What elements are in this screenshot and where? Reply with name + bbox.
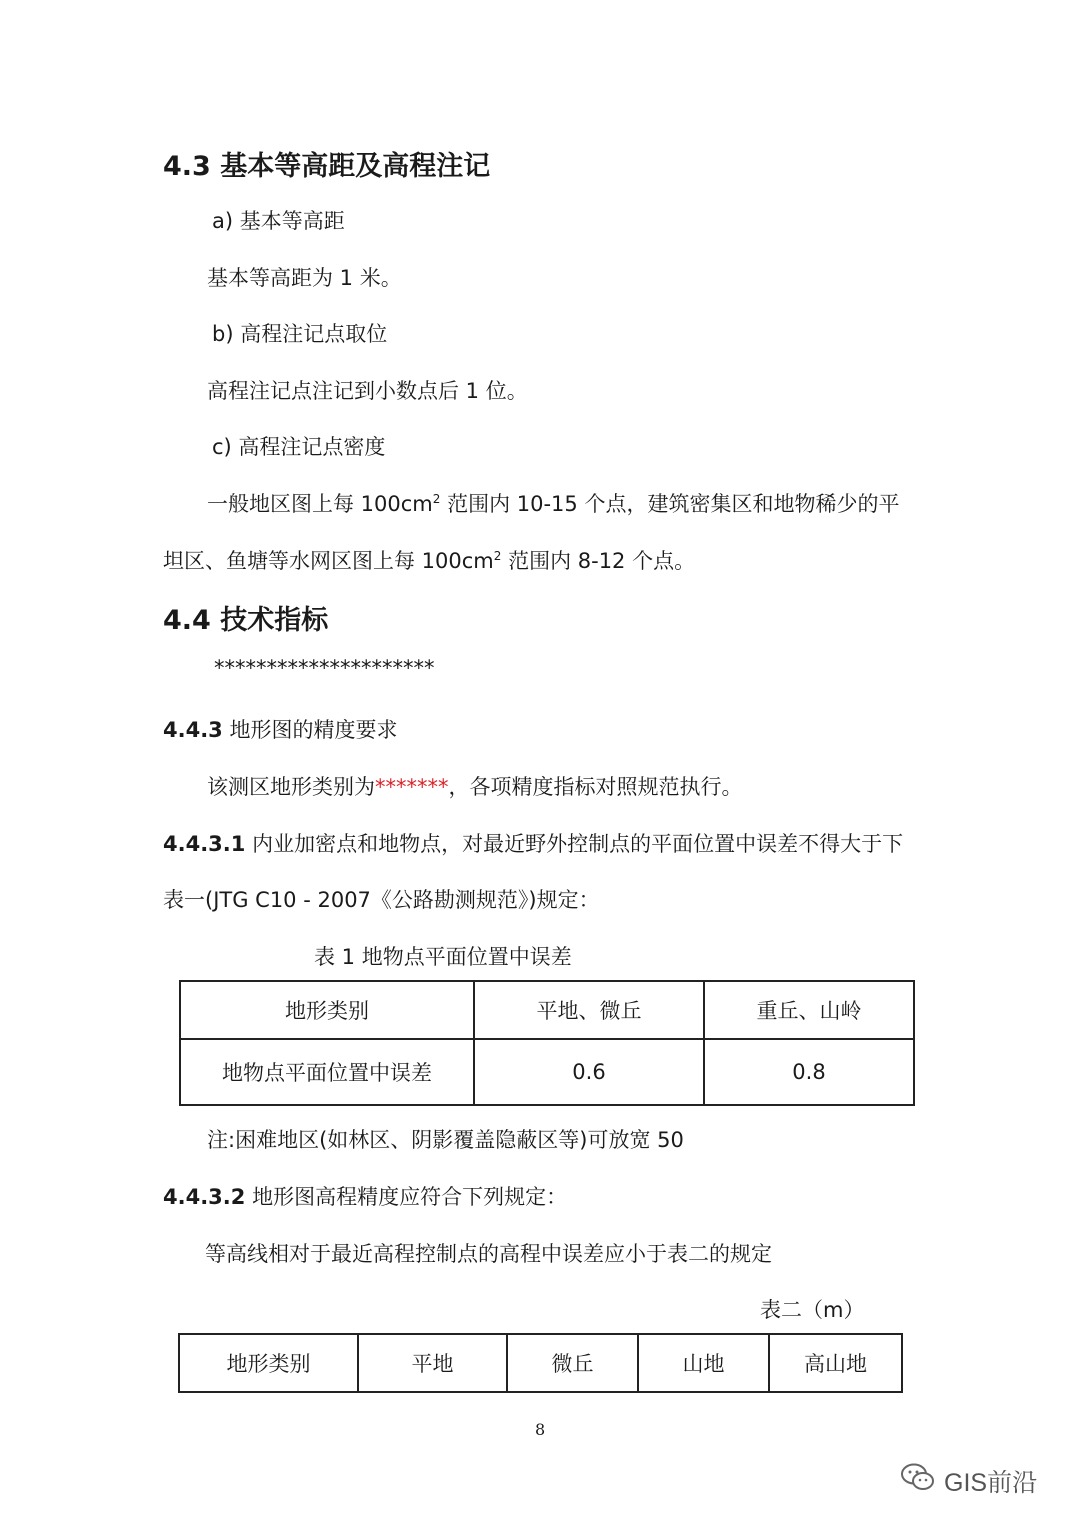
section-4-4-3-heading: 4.4.3 地形图的精度要求 <box>163 718 398 742</box>
item-b-label: b) 高程注记点取位 <box>212 322 388 346</box>
section-4-4-3-1-line1: 4.4.3.1 内业加密点和地物点，对最近野外控制点的平面位置中误差不得大于下 <box>163 832 904 856</box>
section-4-4-3-2-para: 等高线相对于最近高程控制点的高程中误差应小于表二的规定 <box>205 1242 772 1266</box>
table1-data-row <box>180 1039 914 1105</box>
item-c-text-line1: 一般地区图上每 $100cm^2$ 范围内 10-15 个点，建筑密集区和地物稀少的平 <box>207 492 900 516</box>
table1-header-cell: 重丘、山岭 <box>704 981 914 1039</box>
table1-caption: 表 1 地物点平面位置中误差 <box>314 945 572 969</box>
table2-header-cell: 地形类别 <box>179 1334 358 1392</box>
item-b-text: 高程注记点注记到小数点后 1 位。 <box>207 379 528 403</box>
table1-cell: 地物点平面位置中误差 <box>180 1039 474 1105</box>
table2-header-row <box>179 1334 902 1392</box>
watermark-text: GIS前沿 <box>944 1468 1038 1497</box>
table1-header-cell: 地形类别 <box>180 981 474 1039</box>
table1-header-cell: 平地、微丘 <box>474 981 704 1039</box>
table2-caption: 表二（m） <box>760 1298 865 1322</box>
table2-header-cell: 平地 <box>358 1334 507 1392</box>
item-c-text-line2: 坦区、鱼塘等水网区图上每 $100cm^2$ 范围内 8-12 个点。 <box>163 549 696 573</box>
section-4-4-title: 4.4 技术指标 <box>163 605 329 636</box>
table1-header-row <box>180 981 914 1039</box>
terrain-type-text: 该测区地形类别为*******，各项精度指标对照规范执行。 <box>207 775 743 799</box>
section-4-4-3-2-heading: 4.4.3.2 地形图高程精度应符合下列规定： <box>163 1185 568 1209</box>
table1 <box>179 980 915 1106</box>
section-4-3-title: 4.3 基本等高距及高程注记 <box>163 151 491 182</box>
table2-header-cell: 山地 <box>638 1334 769 1392</box>
wechat-icon <box>900 1462 936 1499</box>
table2-header-cell: 微丘 <box>507 1334 638 1392</box>
table1-note: 注:困难地区(如林区、阴影覆盖隐蔽区等)可放宽 50 <box>207 1128 684 1152</box>
section-4-4-3-1-line2: 表一(JTG C10 - 2007《公路勘测规范》)规定： <box>163 888 600 912</box>
page-number: 8 <box>535 1420 546 1439</box>
table2-header-cell: 高山地 <box>769 1334 902 1392</box>
redacted-stars: ********************* <box>214 656 435 680</box>
table1-cell: 0.6 <box>474 1039 704 1105</box>
table1-cell: 0.8 <box>704 1039 914 1105</box>
item-a-label: a) 基本等高距 <box>212 209 345 233</box>
watermark <box>900 1462 1037 1499</box>
item-a-text: 基本等高距为 1 米。 <box>207 266 402 290</box>
item-c-label: c) 高程注记点密度 <box>212 435 386 459</box>
table2 <box>178 1333 903 1393</box>
